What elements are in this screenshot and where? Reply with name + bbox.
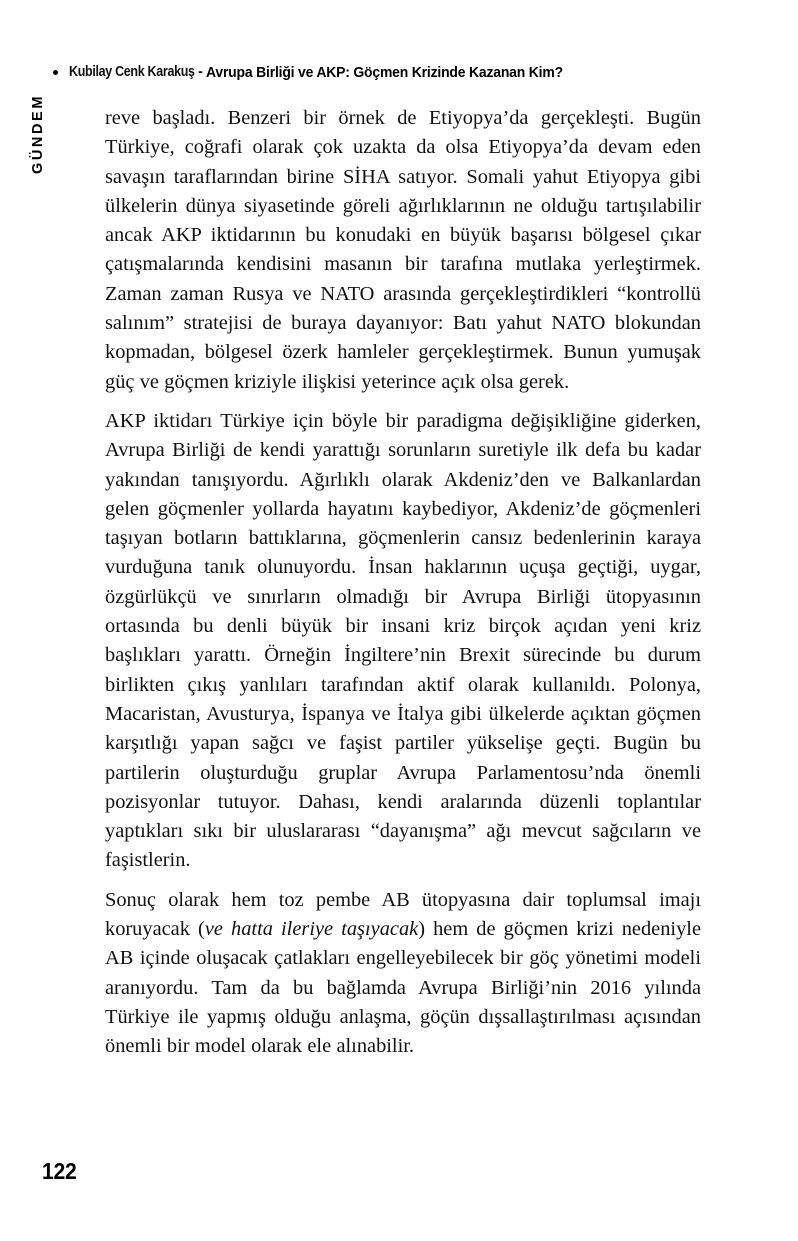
paragraph-3-italic-phrase: ve hatta ileriye taşıyacak — [204, 918, 419, 941]
running-head-author: Kubilay Cenk Karakuş — [69, 64, 195, 80]
body-paragraph-2: AKP iktidarı Türkiye için böyle bir paradigma değişikliğine giderken, Avrupa Birliği de kendi yarattığı sorunların suretiyle ilk defa bu kadar yakından tanışıyordu. Ağırlıklı olarak Akdeniz’den ve Balkanlardan gelen göçmenler yollarda hayatını kaybediyor, Akdeniz’de göçmenleri taşıyan botların battıklarına, göçmenlerin cansız bedenlerinin karaya vurduğuna tanık olunuyordu. İnsan haklarının uçuşa geçtiği, uygar, özgürlükçü ve sınırların olmadığı bir Avrupa Birliği ütopyasının ortasında bu denli büyük bir insani kriz birçok açıdan yeni kriz başlıkları yarattı. Örneğin İngiltere’nin Brexit sürecinde bu durum birlikten çıkış yanlıları tarafından aktif olarak kullanıldı. Polonya, Macaristan, Avusturya, İspanya ve İtalya gibi ülkelerde açıktan göçmen karşıtlığı yapan sağcı ve faşist partiler yükselişe geçti. Bugün bu partilerin oluşturduğu gruplar Avrupa Parlamentosu’nda önemli pozisyonlar tutuyor. Dahası, kendi aralarında düzenli toplantılar yaptıkları sıkı bir uluslararası “dayanışma” ağı mevcut sağcıların ve faşistlerin. — [105, 409, 701, 872]
body-paragraph-1: reve başladı. Benzeri bir örnek de Etiyopya’da gerçekleşti. Bugün Türkiye, coğrafi olarak çok uzakta da olsa Etiyopya’da devam eden savaşın taraflarından birine SİHA satıyor. Somali yahut Etiyopya gibi ülkelerin dünya siyasetinde göreli ağırlıklarının ne olduğu tartışılabilir ancak AKP iktidarının bu konudaki en büyük başarısı bölgesel çıkar çatışmalarında kendisini masanın bir tarafına mutlaka yerleştirmek. Zaman zaman Rusya ve NATO arasında gerçekleştirdikleri “kontrollü salınım” stratejisi de buraya dayanıyor: Batı yahut NATO blokundan kopmadan, bölgesel özerk hamleler gerçekleştirmek. Bunun yumuşak güç ve göçmen kriziyle ilişkisi yeterince açık olsa gerek. — [105, 107, 701, 393]
bullet-dot-icon — [53, 70, 58, 75]
running-head — [53, 62, 753, 82]
paragraph-3-text-after-italic: ) hem de göçmen krizi nedeniyle AB içinde oluşacak çatlakları engelleyebilecek bir göç yönetimi modeli aranıyordu. Tam da bu bağlamda Avrupa Birliği’nin 2016 yılında Türkiye ile yapmış olduğu anlaşma, göçün dışsallaştırılması açısından önemli bir model olarak ele alınabilir. — [105, 918, 701, 1058]
section-tab — [0, 88, 92, 208]
running-head-title: Avrupa Birliği ve AKP: Göçmen Krizinde Kazanan Kim? — [205, 63, 563, 81]
page-number: 122 — [42, 1158, 77, 1184]
paragraph-3-text-before-italic: Sonuç olarak hem toz pembe AB ütopyasına dair toplumsal imajı koruyacak ( — [105, 888, 701, 941]
body-paragraph-3 — [105, 886, 701, 1062]
body-text-column — [105, 104, 701, 1062]
section-tab-label: GÜNDEM — [30, 93, 46, 175]
running-head-separator: - — [198, 64, 203, 80]
